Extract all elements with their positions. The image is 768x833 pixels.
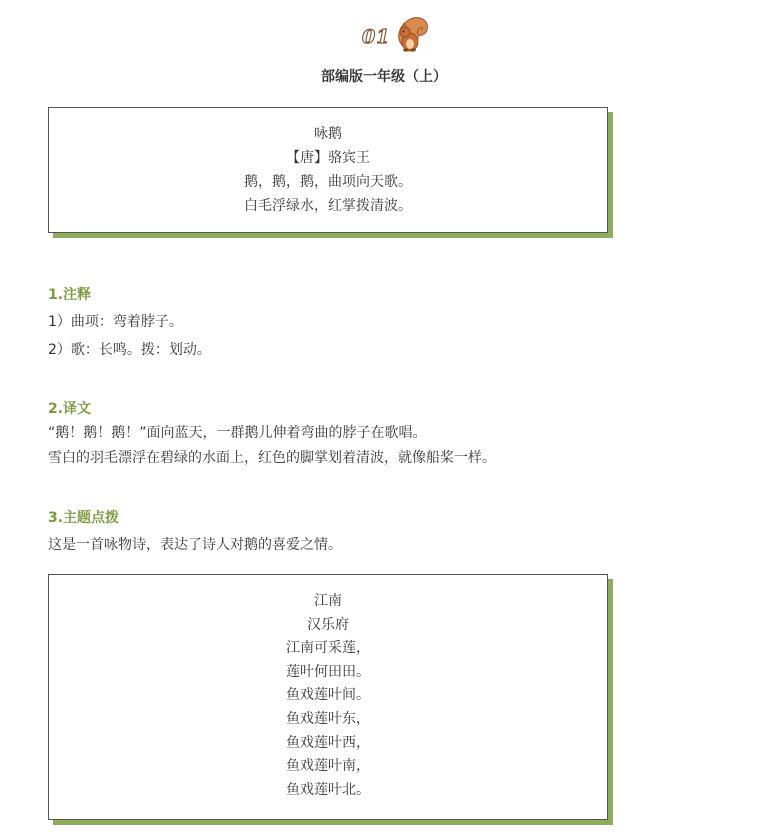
poem-line: 白毛浮绿水，红掌拨清波。 xyxy=(244,198,412,214)
poem-title: 咏鹅 xyxy=(314,126,342,142)
poem-author: 【唐】骆宾王 xyxy=(286,150,370,166)
note-item: 2）歌：长鸣。拨：划动。 xyxy=(48,342,211,358)
poem-line: 莲叶何田田。 xyxy=(286,663,370,680)
lesson-badge xyxy=(362,10,432,54)
poem-title: 江南 xyxy=(314,593,342,609)
section-title-theme: 3.主题点拨 xyxy=(48,510,120,526)
squirrel-icon xyxy=(388,10,432,54)
poem-line: 鱼戏莲叶南， xyxy=(286,758,370,775)
section-title-notes: 1.注释 xyxy=(48,287,92,303)
poem-card-jiang-nan xyxy=(48,574,608,820)
poem-line: 鱼戏莲叶东， xyxy=(286,710,370,727)
poem-line: 鱼戏莲叶西， xyxy=(286,734,370,751)
section-title-translation: 2.译文 xyxy=(48,401,92,417)
note-item: 1）曲项：弯着脖子。 xyxy=(48,314,183,330)
poem-card-yong-e xyxy=(48,107,608,233)
poem-line: 鱼戏莲叶北。 xyxy=(286,781,370,798)
poem-line: 江南可采莲， xyxy=(286,640,370,657)
theme-text: 这是一首咏物诗，表达了诗人对鹅的喜爱之情。 xyxy=(48,537,342,553)
poem-line: 鱼戏莲叶间。 xyxy=(286,687,370,704)
grade-title: 部编版一年级（上） xyxy=(321,69,447,85)
lesson-number: 01 xyxy=(362,26,391,48)
poem-line: 鹅，鹅，鹅，曲项向天歌。 xyxy=(244,174,412,190)
poem-author: 汉乐府 xyxy=(307,616,349,633)
translation-line: “鹅！鹅！鹅！”面向蓝天，一群鹅儿伸着弯曲的脖子在歌唱。 xyxy=(48,425,427,441)
translation-line: 雪白的羽毛漂浮在碧绿的水面上，红色的脚掌划着清波，就像船桨一样。 xyxy=(48,450,496,466)
